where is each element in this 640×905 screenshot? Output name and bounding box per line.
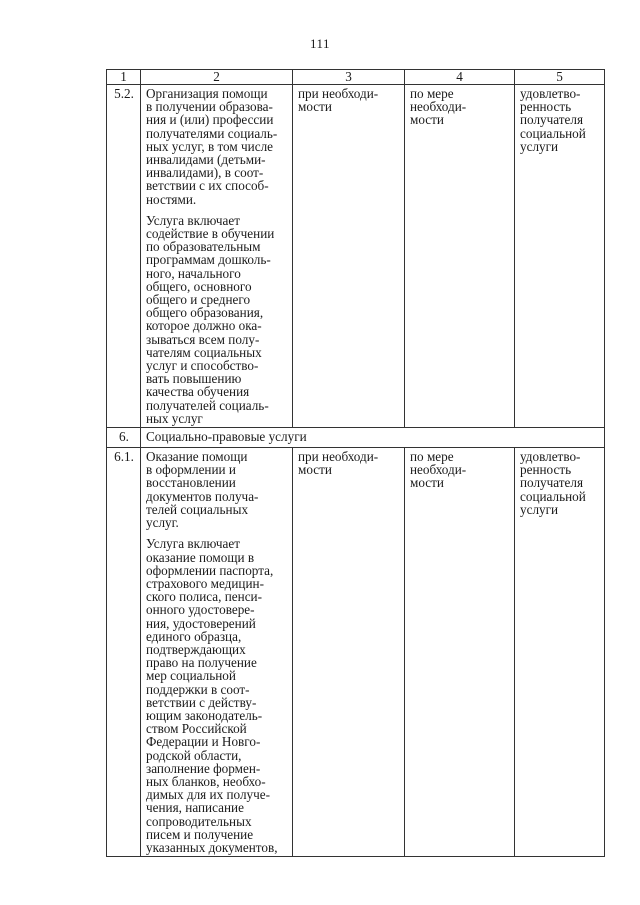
provision-term-cell: [293, 85, 405, 428]
section-title-cell: [141, 428, 605, 448]
quality-indicator: удовлетво- ренность получателя социальной услуги: [520, 86, 586, 154]
row-number: 6.1.: [107, 448, 141, 857]
provision-term-cell: [293, 448, 405, 857]
service-details: Услуга включает содействие в обучении по образовательным программам дошколь- ного, начального общего, основного общего и среднего общего образования, которое должно ока- зываться всем полу- чателям социальных услуг и способство- вать повышению качества обучения получателей социаль- ных услуг: [146, 212, 275, 426]
quality-indicator-cell: [515, 85, 605, 428]
row-number: 5.2.: [107, 85, 141, 428]
provision-frequency: по мере необходи- мости: [410, 86, 467, 128]
provision-frequency-cell: [405, 85, 515, 428]
section-title: Социально-правовые услуги: [146, 429, 307, 445]
page-number: 111: [309, 36, 331, 51]
table-header-row: [107, 70, 605, 85]
service-name: Организация помощи в получении образова- ния и (или) профессии получателями социаль- ных услуг, в том числе инвалидами (детьми- инвалидами), в соот- ветствии с их способ- ностями.: [146, 86, 278, 207]
service-name: Оказание помощи в оформлении и восстановлении документов получа- телей социальных услуг.: [146, 449, 259, 531]
header-cell-3: 3: [293, 70, 405, 85]
header-cell-2: 2: [141, 70, 293, 85]
section-number: 6.: [107, 428, 141, 448]
header-cell-1: 1: [107, 70, 141, 85]
header-cell-5: 5: [515, 70, 605, 85]
header-cell-4: 4: [405, 70, 515, 85]
provision-frequency: по мере необходи- мости: [410, 449, 467, 491]
section-row: [107, 428, 605, 448]
provision-term: при необходи- мости: [298, 449, 379, 478]
service-description-cell: [141, 85, 293, 428]
quality-indicator-cell: [515, 448, 605, 857]
provision-term: при необходи- мости: [298, 86, 379, 115]
provision-frequency-cell: [405, 448, 515, 857]
services-table: [106, 69, 605, 857]
service-description-cell: [141, 448, 293, 857]
quality-indicator: удовлетво- ренность получателя социальной услуги: [520, 449, 586, 517]
table-row: [107, 85, 605, 428]
service-details: Услуга включает оказание помощи в оформлении паспорта, страхового медицин- ского полиса, пенси- онного удостовере- ния, удостоверений единого образца, подтверждающих право на получение мер социальной поддержки в соот- ветствии с действу- ющим законодатель- ством Российской Федерации и Новго- родской области, заполнение формен- ных бланков, необхо- димых для их получе- чения, написание сопроводительных писем и получение указанных документов,: [146, 536, 278, 855]
table-row: [107, 448, 605, 857]
